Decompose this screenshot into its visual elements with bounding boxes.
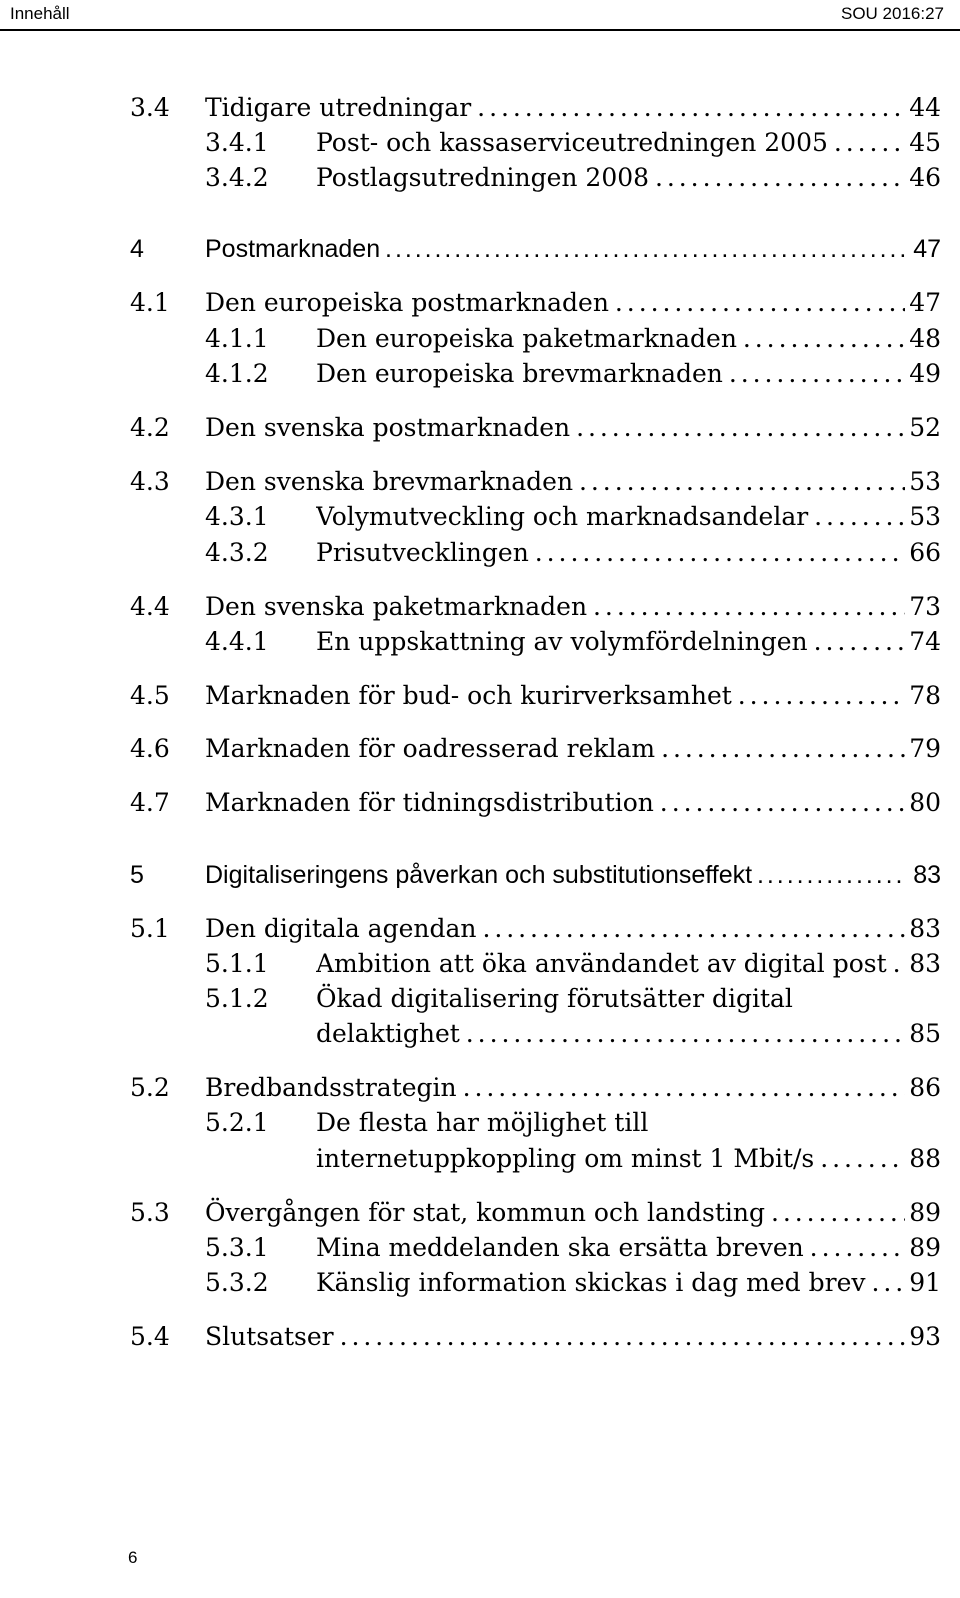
toc-chapter-5[interactable] <box>0 858 960 892</box>
toc-number: 5.2.1 <box>205 1108 269 1137</box>
toc-entry-3-4-1[interactable] <box>0 126 960 160</box>
toc-number: 5.2 <box>130 1073 170 1102</box>
toc-number: 4.3 <box>130 467 170 496</box>
toc-entry-5-2-1-cont[interactable] <box>0 1142 960 1176</box>
toc-page: 78 <box>905 679 941 713</box>
toc-number: 4.6 <box>130 734 170 763</box>
toc-title: Marknaden för oadresserad reklam . . . <box>205 732 905 766</box>
toc-page: 45 <box>905 126 941 160</box>
toc-entry-4-7[interactable] <box>0 786 960 820</box>
toc-page: 73 <box>905 590 941 624</box>
toc-number: 4.5 <box>130 681 170 710</box>
toc-entry-5-3-1[interactable] <box>0 1231 960 1265</box>
toc-number: 4.4 <box>130 592 170 621</box>
toc-entry-4-2[interactable] <box>0 411 960 445</box>
toc-title: Ambition att öka användandet av digital post . . . <box>316 947 906 981</box>
toc-number: 3.4 <box>130 93 170 122</box>
toc-page: 80 <box>905 786 941 820</box>
header-report-id: SOU 2016:27 <box>840 4 944 23</box>
page-number: 6 <box>128 1548 138 1567</box>
toc-page: 88 <box>905 1142 941 1176</box>
toc-title: Den svenska brevmarknaden . . . <box>205 465 905 499</box>
toc-page: 47 <box>905 286 941 320</box>
toc-title: Post- och kassaserviceutredningen 2005 . . . <box>316 126 906 160</box>
toc-entry-5-2-1[interactable] <box>0 1106 960 1140</box>
toc-title: Den svenska paketmarknaden . . . <box>205 590 905 624</box>
toc-page: 83 <box>905 912 941 946</box>
toc-page: 83 <box>909 858 941 892</box>
toc-number: 5.4 <box>130 1322 170 1351</box>
toc-title: Bredbandsstrategin . . . <box>205 1071 905 1105</box>
toc-page: 83 <box>905 947 941 981</box>
toc-title: Prisutvecklingen . . . <box>316 536 906 570</box>
toc-title: Den svenska postmarknaden . . . <box>205 411 905 445</box>
toc-number: 5.1 <box>130 914 170 943</box>
toc-title-continuation: delaktighet . . . <box>316 1017 906 1051</box>
toc-title-continuation: internetuppkoppling om minst 1 Mbit/s . . . <box>316 1142 906 1176</box>
toc-title: Den europeiska paketmarknaden . . . <box>316 322 906 356</box>
toc-page: 91 <box>905 1266 941 1300</box>
toc-title: Mina meddelanden ska ersätta breven . . . <box>316 1231 906 1265</box>
toc-title: Ökad digitalisering förutsätter digital <box>316 984 793 1013</box>
toc-page: 48 <box>905 322 941 356</box>
toc-number: 4.3.2 <box>205 538 269 567</box>
toc-number: 4.3.1 <box>205 502 269 531</box>
toc-entry-3-4-2[interactable] <box>0 161 960 195</box>
toc-page: 89 <box>905 1231 941 1265</box>
toc-number: 4.7 <box>130 788 170 817</box>
toc-number: 5.1.1 <box>205 949 269 978</box>
toc-number: 5.3.1 <box>205 1233 269 1262</box>
toc-entry-4-6[interactable] <box>0 732 960 766</box>
toc-entry-5-1-2-cont[interactable] <box>0 1017 960 1051</box>
toc-title: Volymutveckling och marknadsandelar . . . <box>316 500 906 534</box>
toc-entry-4-1-1[interactable] <box>0 322 960 356</box>
toc-title: Den europeiska brevmarknaden . . . <box>316 357 906 391</box>
toc-page: 46 <box>905 161 941 195</box>
toc-page: 85 <box>905 1017 941 1051</box>
toc-title: Den digitala agendan . . . <box>205 912 905 946</box>
toc-number: 5.3.2 <box>205 1268 269 1297</box>
toc-entry-5-3[interactable] <box>0 1196 960 1230</box>
toc-title: Postlagsutredningen 2008 . . . <box>316 161 906 195</box>
toc-title: Den europeiska postmarknaden . . . <box>205 286 905 320</box>
toc-title: Övergången för stat, kommun och landsting . . . <box>205 1196 905 1230</box>
toc-number: 4.1 <box>130 288 170 317</box>
toc-number: 3.4.1 <box>205 128 269 157</box>
toc-page: 53 <box>905 465 941 499</box>
toc-entry-3-4[interactable] <box>0 91 960 125</box>
toc-title: Känslig information skickas i dag med brev . . . <box>316 1266 906 1300</box>
toc-entry-4-1-2[interactable] <box>0 357 960 391</box>
toc-chapter-4[interactable] <box>0 232 960 266</box>
toc-title: En uppskattning av volymfördelningen . . . <box>316 625 906 659</box>
toc-number: 4.1.2 <box>205 359 269 388</box>
toc-number: 4.2 <box>130 413 170 442</box>
toc-entry-4-3-2[interactable] <box>0 536 960 570</box>
toc-title: Marknaden för tidningsdistribution . . . <box>205 786 905 820</box>
toc-page: 66 <box>905 536 941 570</box>
toc-page: 93 <box>905 1320 941 1354</box>
toc-entry-4-3-1[interactable] <box>0 500 960 534</box>
toc-title: Marknaden för bud- och kurirverksamhet . . . <box>205 679 905 713</box>
toc-page: 74 <box>905 625 941 659</box>
toc-entry-4-4-1[interactable] <box>0 625 960 659</box>
toc-number: 5.1.2 <box>205 984 269 1013</box>
toc-entry-5-2[interactable] <box>0 1071 960 1105</box>
toc-number: 4 <box>130 235 144 263</box>
toc-entry-4-3[interactable] <box>0 465 960 499</box>
toc-page: 52 <box>905 411 941 445</box>
header-section-label: Innehåll <box>10 4 70 23</box>
toc-entry-5-4[interactable] <box>0 1320 960 1354</box>
toc-page: 49 <box>905 357 941 391</box>
toc-entry-5-3-2[interactable] <box>0 1266 960 1300</box>
toc-page: 53 <box>905 500 941 534</box>
toc-title: Postmarknaden . . . <box>205 232 905 266</box>
toc-page: 44 <box>905 91 941 125</box>
toc-page: 47 <box>909 232 941 266</box>
toc-page: 79 <box>905 732 941 766</box>
toc-title: Digitaliseringens påverkan och substitutionseffekt . . . <box>205 858 905 892</box>
toc-title: Tidigare utredningar . . . <box>205 91 905 125</box>
toc-number: 5 <box>130 861 144 889</box>
toc-entry-5-1-2[interactable] <box>0 982 960 1016</box>
toc-entry-5-1[interactable] <box>0 912 960 946</box>
toc-entry-4-4[interactable] <box>0 590 960 624</box>
toc-number: 4.1.1 <box>205 324 269 353</box>
toc-page: 86 <box>905 1071 941 1105</box>
toc-title: De flesta har möjlighet till <box>316 1108 649 1137</box>
toc-entry-4-1[interactable] <box>0 286 960 320</box>
toc-title: Slutsatser . . . <box>205 1320 905 1354</box>
toc-entry-4-5[interactable] <box>0 679 960 713</box>
toc-entry-5-1-1[interactable] <box>0 947 960 981</box>
toc-number: 5.3 <box>130 1198 170 1227</box>
toc-number: 4.4.1 <box>205 627 269 656</box>
toc-number: 3.4.2 <box>205 163 269 192</box>
toc-page: 89 <box>905 1196 941 1230</box>
